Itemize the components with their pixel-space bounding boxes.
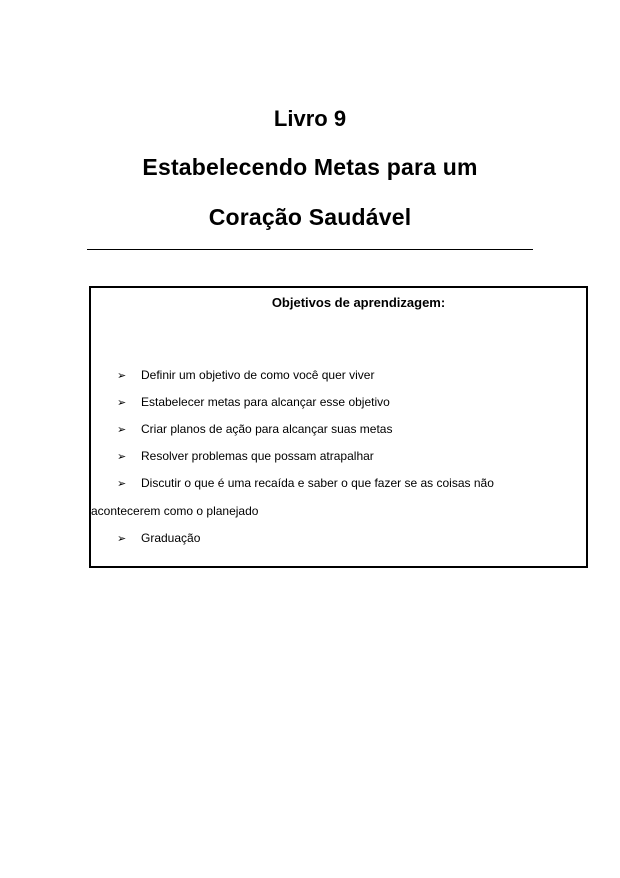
list-item-text: Discutir o que é uma recaída e saber o que fazer se as coisas não	[141, 476, 494, 490]
page-title-line-1: Estabelecendo Metas para um	[142, 154, 478, 180]
arrowhead-bullet-icon: ➢	[117, 533, 127, 545]
list-item	[117, 389, 567, 416]
list-item-text: Criar planos de ação para alcançar suas metas	[141, 422, 393, 436]
objectives-list	[91, 362, 567, 552]
list-item-text: Graduação	[141, 531, 201, 545]
title-divider	[87, 249, 533, 250]
list-item	[117, 362, 567, 389]
list-item-text: Resolver problemas que possam atrapalhar	[141, 449, 374, 463]
list-item	[117, 525, 567, 552]
arrowhead-bullet-icon: ➢	[117, 370, 127, 382]
arrowhead-bullet-icon: ➢	[117, 424, 127, 436]
page-title-line-2: Coração Saudável	[208, 204, 412, 230]
list-item	[117, 416, 567, 443]
arrowhead-bullet-icon: ➢	[117, 451, 127, 463]
list-item	[91, 470, 567, 525]
arrowhead-bullet-icon: ➢	[117, 478, 127, 490]
objectives-heading: Objetivos de aprendizagem:	[271, 295, 446, 310]
learning-objectives-box	[89, 286, 588, 568]
list-item-text: Definir um objetivo de como você quer viver	[141, 368, 375, 382]
list-item-continuation: acontecerem como o planejado	[91, 504, 259, 518]
list-item-text: Estabelecer metas para alcançar esse objetivo	[141, 395, 390, 409]
arrowhead-bullet-icon: ➢	[117, 397, 127, 409]
list-item	[117, 443, 567, 470]
book-number: Livro 9	[273, 106, 347, 131]
